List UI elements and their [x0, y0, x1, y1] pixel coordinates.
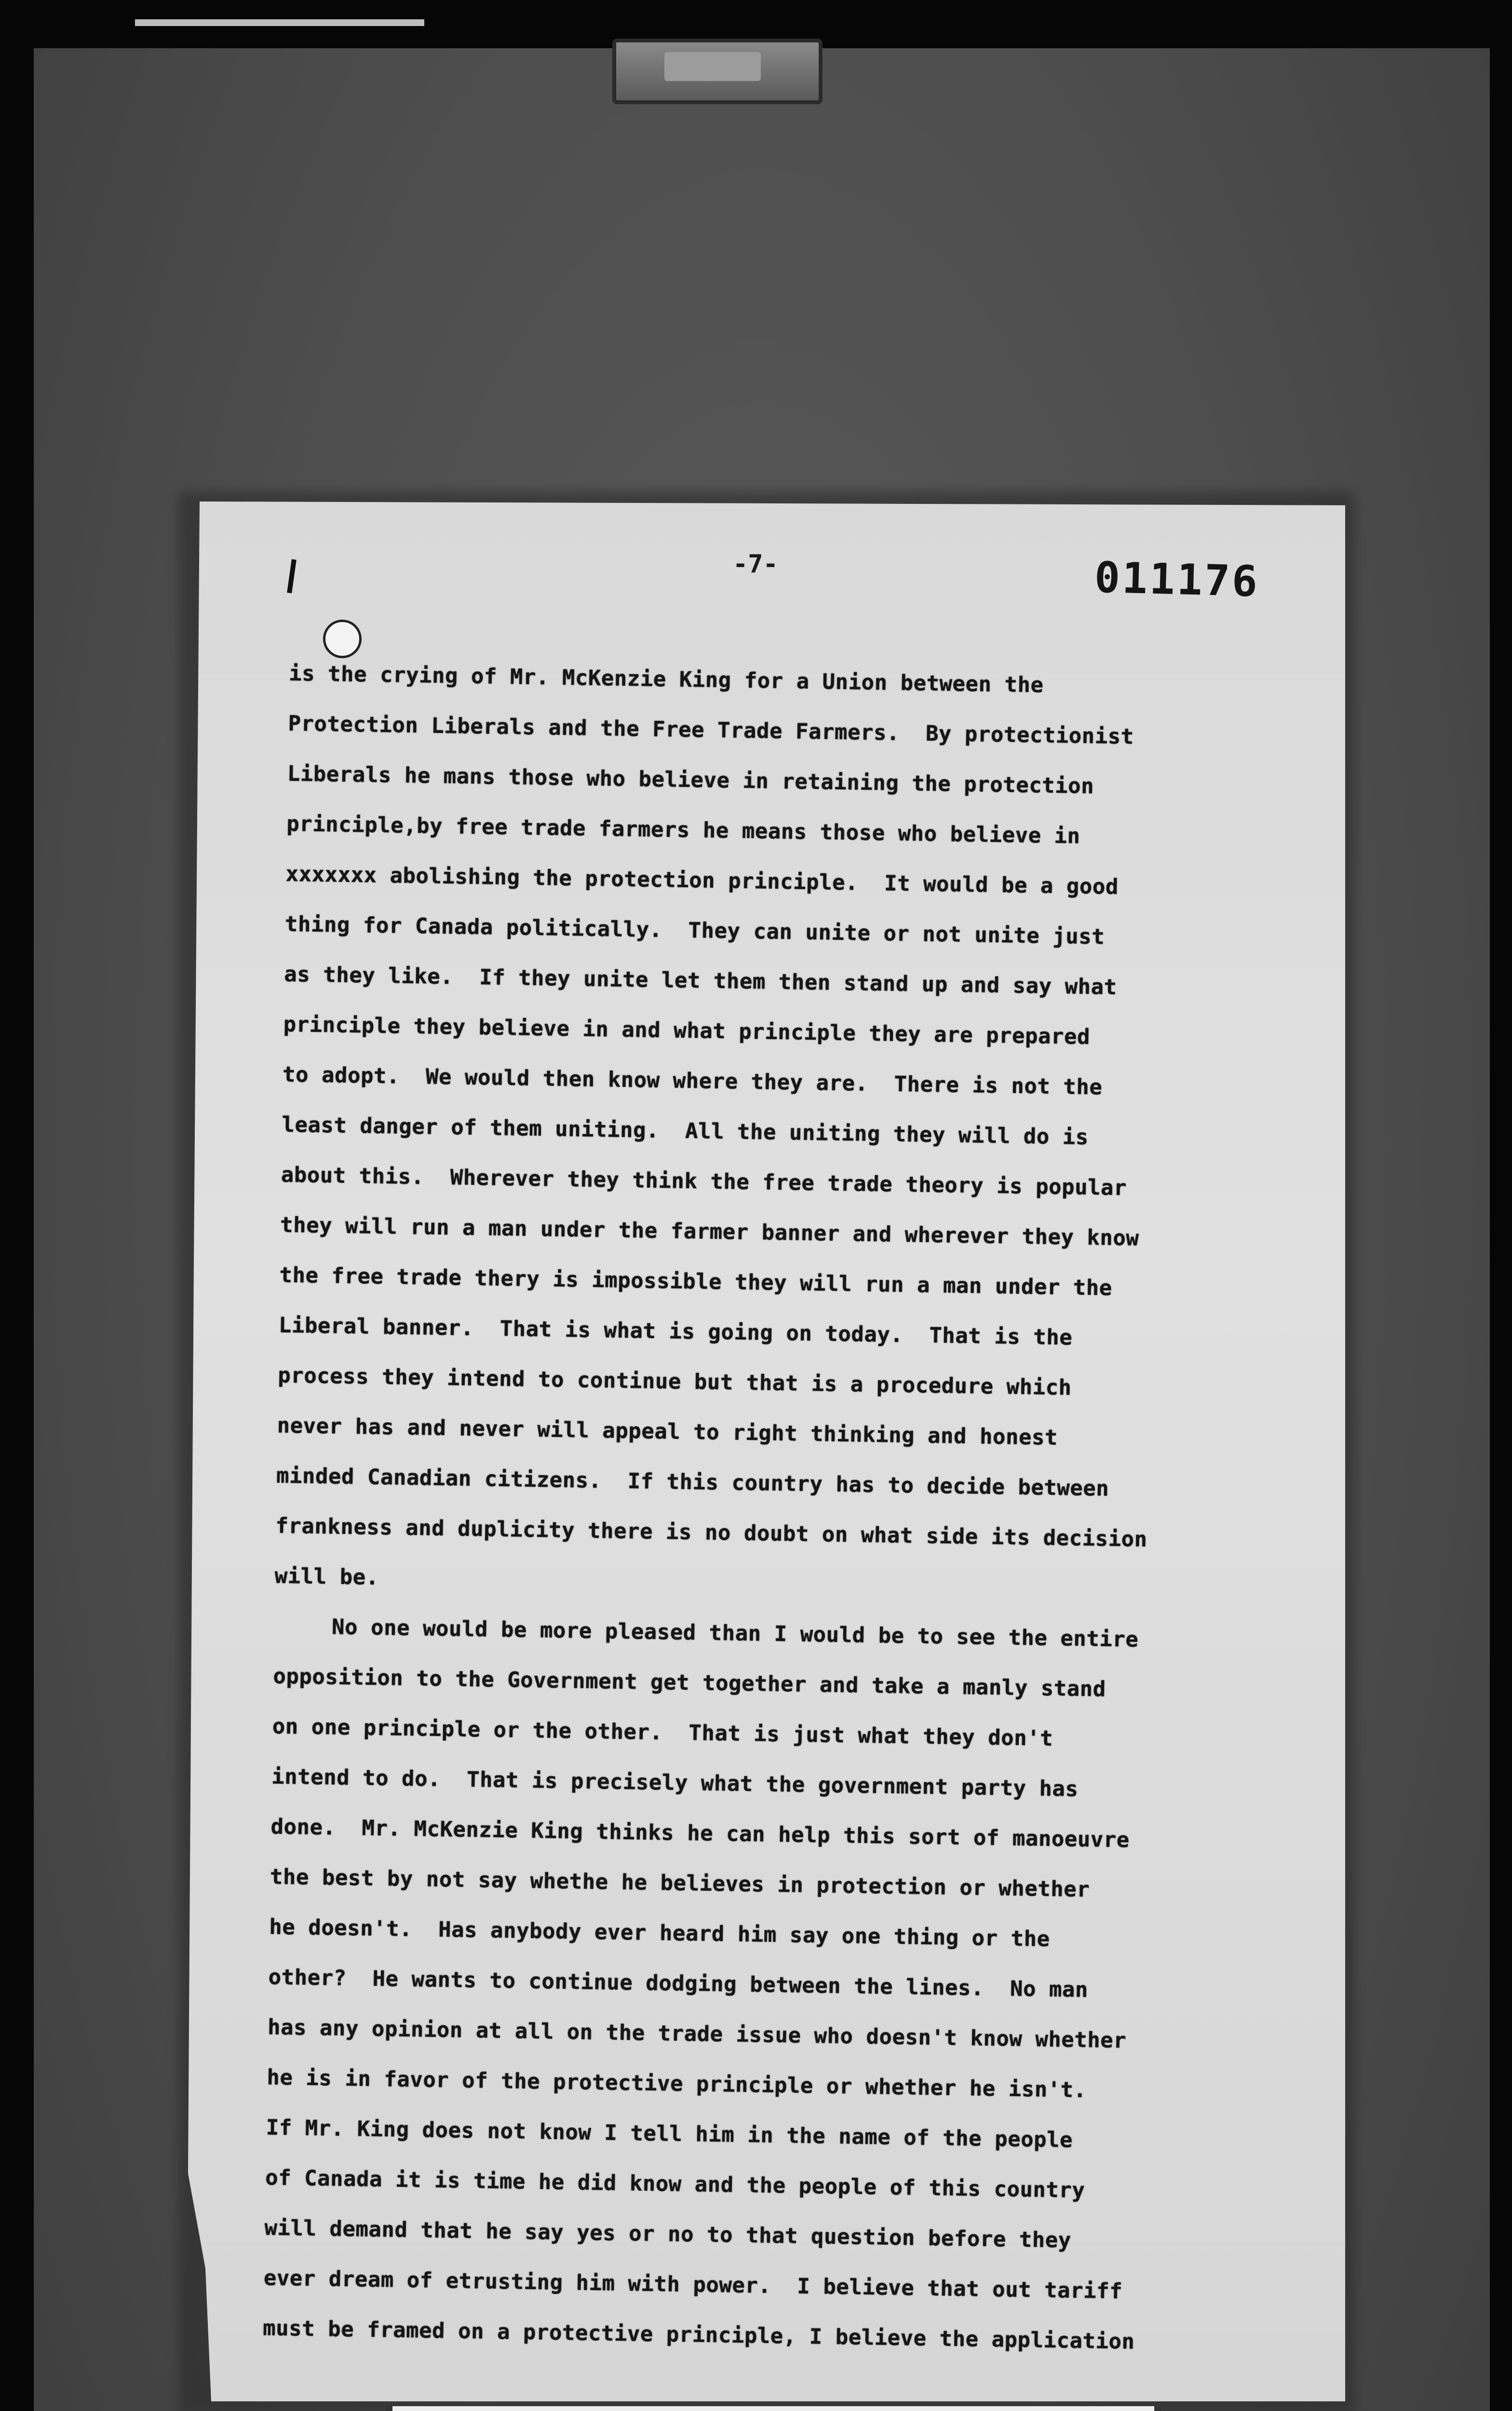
- top-clip-plate: [664, 52, 761, 81]
- archive-stamp-number: 011176: [1094, 552, 1260, 607]
- typed-text-body: [262, 649, 1301, 2370]
- text-line: frankness and duplicity there is no doubt on what side its decision: [275, 1513, 1148, 1552]
- text-line: intend to do. That is precisely what the government party has: [271, 1764, 1079, 1801]
- text-line: will be.: [274, 1563, 379, 1590]
- text-line: Liberal banner. That is what is going on today. That is the: [278, 1313, 1073, 1350]
- text-line: other? He wants to continue dodging between the lines. No man: [268, 1964, 1089, 2003]
- top-clip: [612, 39, 823, 104]
- text-line: No one would be more pleased than I would be to see the entire: [331, 1614, 1139, 1652]
- page-number: -7-: [733, 550, 778, 579]
- text-line: they will run a man under the farmer banner and wherever they know: [280, 1212, 1139, 1251]
- text-line: he is in favor of the protective principle or whether he isn't.: [267, 2065, 1087, 2103]
- label-holder: [386, 2406, 1161, 2411]
- text-line: xxxxxxx abolishing the protection principle. It would be a good: [285, 861, 1119, 900]
- text-line: principle they believe in and what principle they are prepared: [283, 1012, 1091, 1050]
- text-line: done. Mr. McKenzie King thinks he can help this sort of manoeuvre: [270, 1814, 1130, 1853]
- text-line: opposition to the Government get together and take a manly stand: [273, 1664, 1107, 1702]
- text-line: of Canada it is time he did know and the people of this country: [265, 2165, 1085, 2203]
- text-line: the free trade thery is impossible they will run a man under the: [279, 1262, 1113, 1300]
- text-line: about this. Wherever they think the free trade theory is popular: [281, 1162, 1127, 1201]
- text-line: Liberals he mans those who believe in retaining the protection: [287, 761, 1094, 799]
- text-line: principle,by free trade farmers he means those who believe in: [286, 811, 1080, 849]
- text-line: on one principle or the other. That is just what they don't: [272, 1714, 1053, 1751]
- text-line: will demand that he say yes or no to that question before they: [264, 2215, 1072, 2253]
- text-line: Protection Liberals and the Free Trade Farmers. By protectionist: [288, 711, 1134, 749]
- text-line: ever dream of etrusting him with power. I believe that out tariff: [263, 2265, 1123, 2304]
- text-line: process they intend to continue but that is a procedure which: [277, 1363, 1072, 1400]
- text-line: he doesn't. Has anybody ever heard him say one thing or the: [269, 1914, 1050, 1952]
- text-line: is the crying of Mr. McKenzie King for a Union between the: [288, 661, 1044, 698]
- text-line: minded Canadian citizens. If this country has to decide between: [276, 1463, 1109, 1501]
- film-edge-mark: [135, 19, 424, 26]
- text-line: never has and never will appeal to right thinking and honest: [277, 1413, 1058, 1450]
- text-line: has any opinion at all on the trade issue who doesn't know whether: [267, 2015, 1127, 2053]
- text-line: If Mr. King does not know I tell him in the name of the people: [266, 2115, 1073, 2153]
- text-line: least danger of them uniting. All the uniting they will do is: [282, 1112, 1089, 1150]
- text-line: to adopt. We would then know where they are. There is not the: [282, 1062, 1103, 1100]
- text-line: as they like. If they unite let them then stand up and say what: [284, 962, 1117, 1000]
- text-line: thing for Canada politically. They can unite or not unite just: [284, 911, 1105, 949]
- text-line: the best by not say whethe he believes in protection or whether: [270, 1864, 1090, 1902]
- text-line: must be framed on a protective principle, I believe the application: [262, 2316, 1135, 2354]
